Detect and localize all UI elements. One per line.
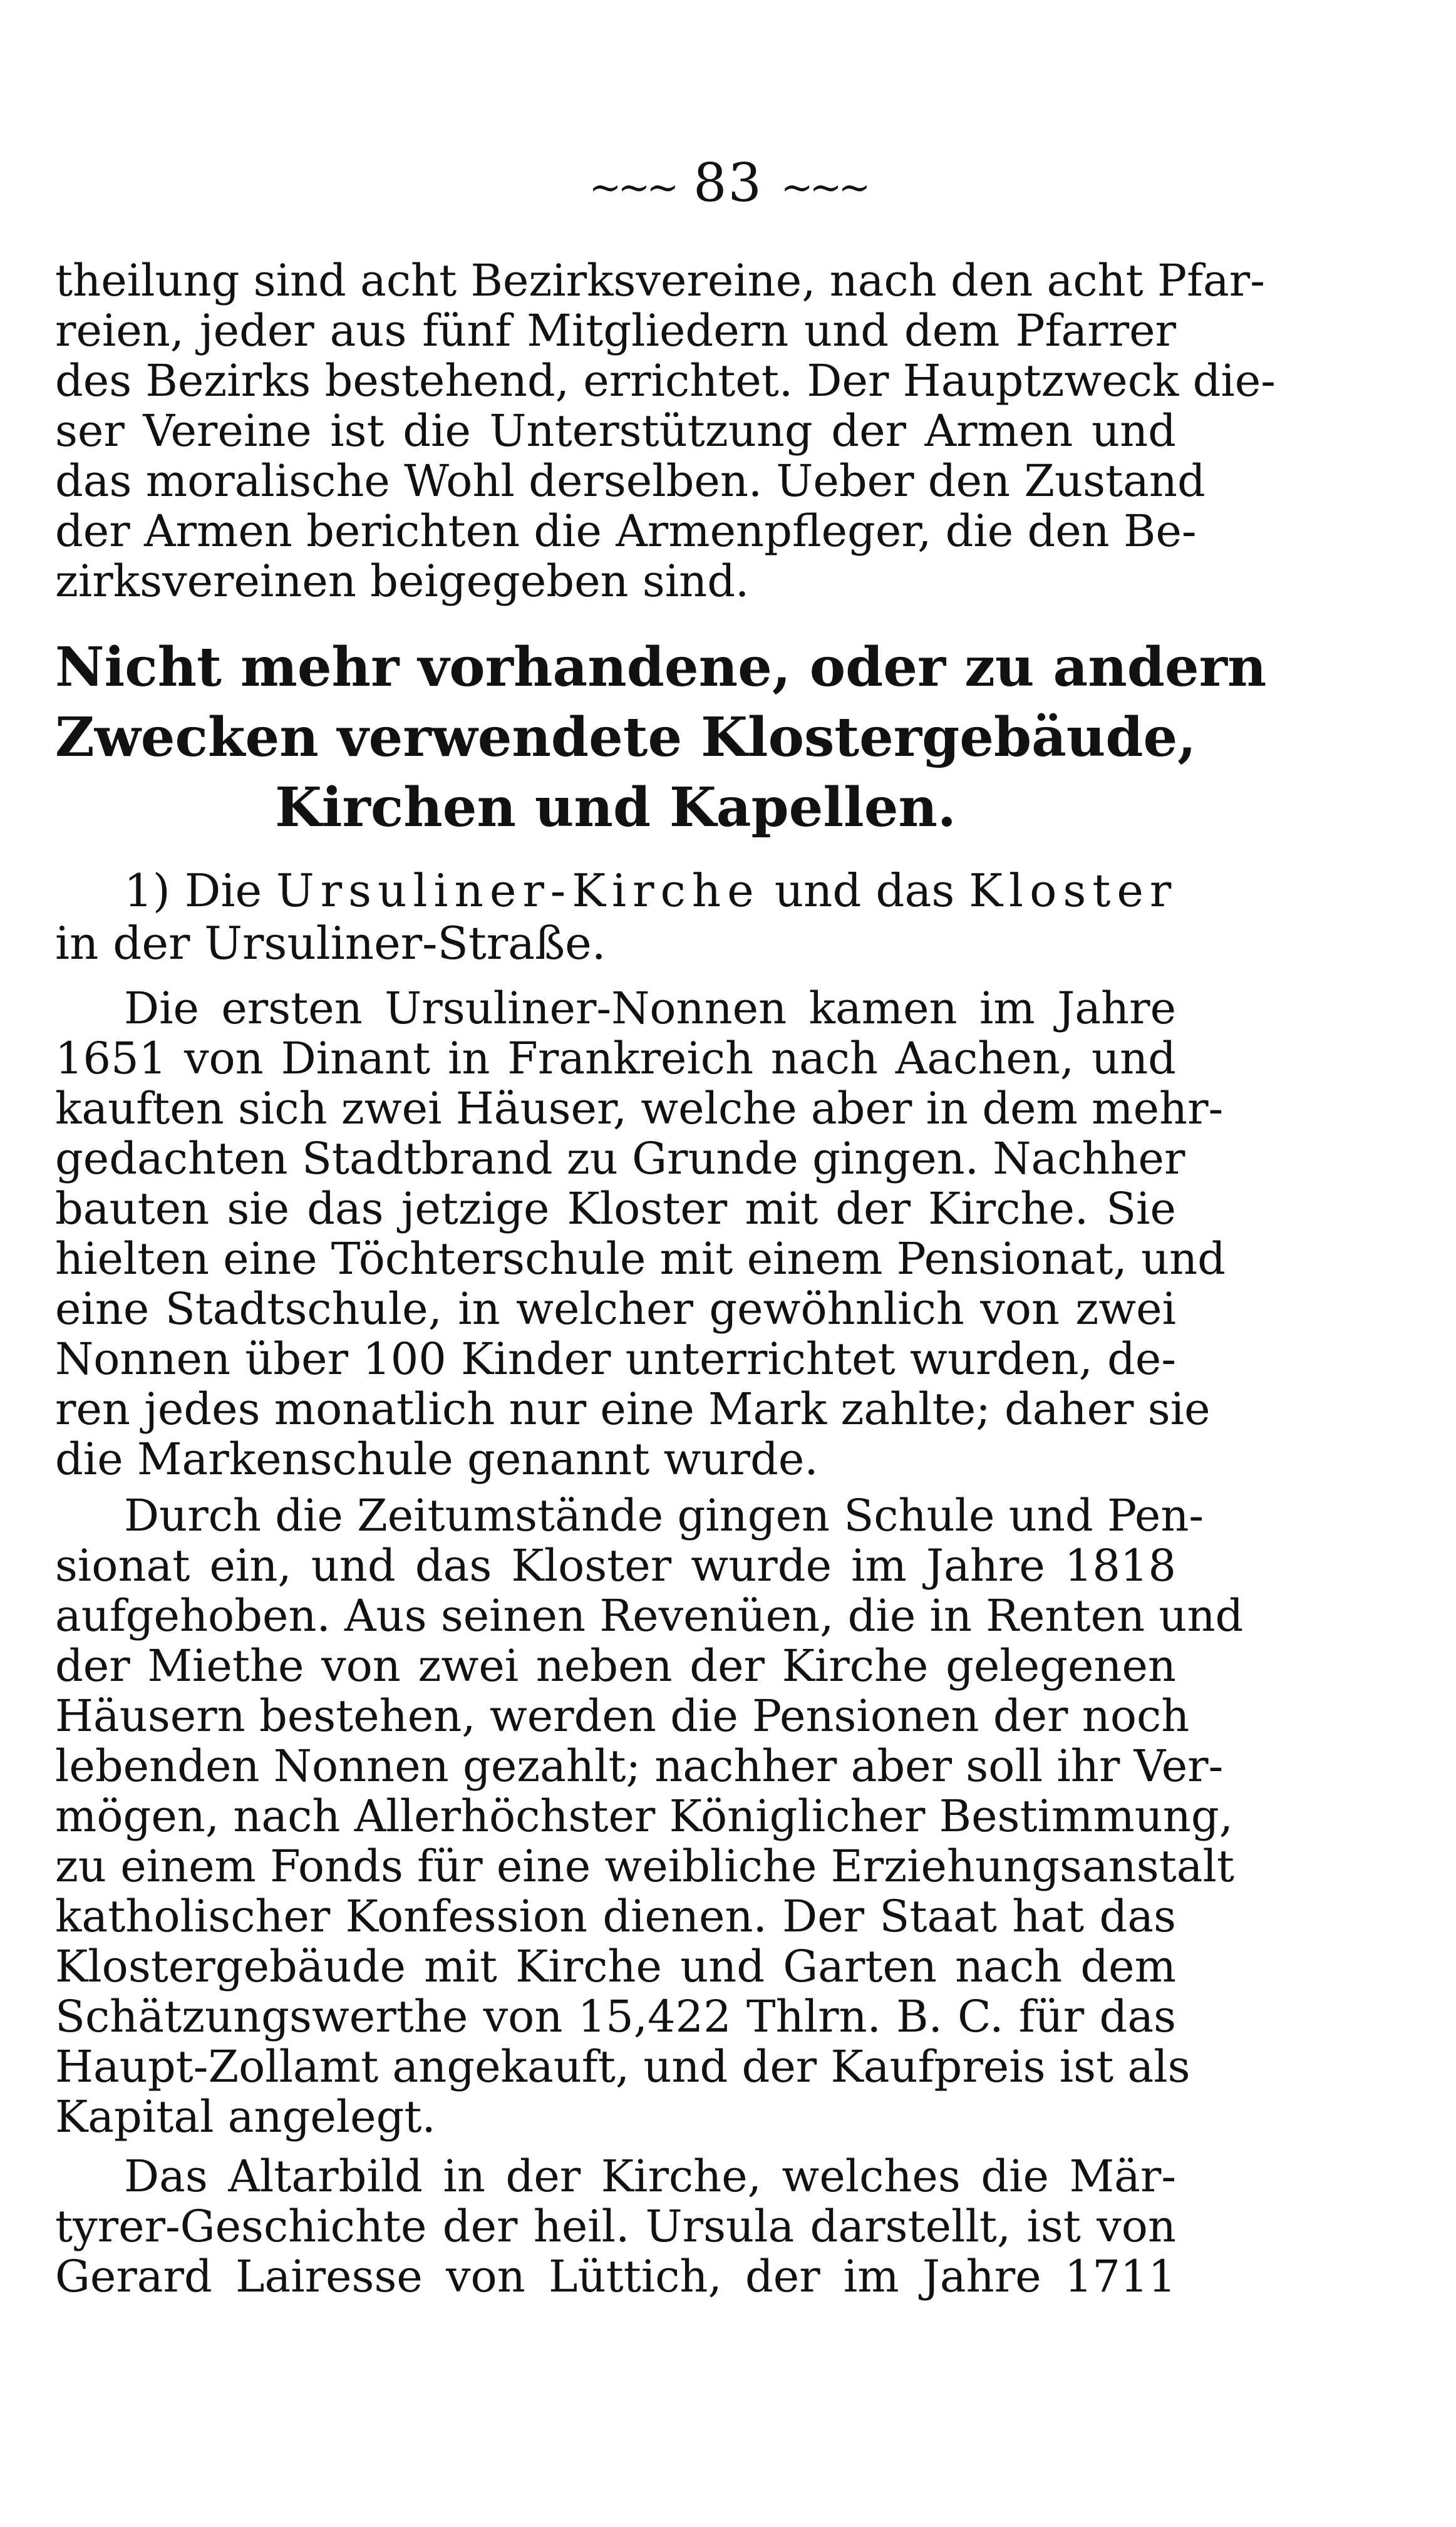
text-line: eine Stadtschule, in welcher gewöhnlich von zwei [55,1283,1176,1335]
text-line: der Miethe von zwei neben der Kirche gelegenen [55,1640,1176,1692]
text-line: hielten eine Töchterschule mit einem Pensionat, und [55,1233,1226,1284]
paragraph-3 [55,2151,1176,2302]
text-line: zirksvereinen beigegeben sind. [55,556,750,607]
text-line: reien, jeder aus fünf Mitgliedern und dem Pfarrer [55,305,1176,356]
intro-paragraph [55,255,1276,607]
text-line: ser Vereine ist die Unterstützung der Armen und [55,405,1176,457]
text-line: 1651 von Dinant in Frankreich nach Aachen, und [55,1033,1176,1084]
item-number-text: 1) Die [124,864,262,917]
text-line: Schätzungswerthe von 15,422 Thlrn. B. C. für das [55,1991,1176,2042]
subsection-title-line: in der Ursuliner-Straße. [55,917,606,969]
text-line: des Bezirks bestehend, errichtet. Der Hauptzweck die- [55,355,1276,406]
text-line: die Markenschule genannt wurde. [55,1434,818,1485]
text-line: der Armen berichten die Armenpfleger, die den Be- [55,505,1197,557]
text-line: aufgehoben. Aus seinen Revenüen, die in Renten und [55,1590,1244,1641]
text-line: Durch die Zeitumstände gingen Schule und Pen- [124,1490,1204,1541]
text-line: Das Altarbild in der Kirche, welches die Mär- [124,2151,1176,2202]
text-line: das moralische Wohl derselben. Ueber den Zustand [55,455,1206,507]
text-line: tyrer-Geschichte der heil. Ursula darstellt, ist von [55,2201,1176,2252]
heading-line: Kirchen und Kapellen. [275,776,956,839]
text-line: zu einem Fonds für eine weibliche Erziehungsanstalt [55,1841,1235,1892]
text-line: Klostergebäude mit Kirche und Garten nach dem [55,1941,1176,1992]
text-line: katholischer Konfession dienen. Der Staat hat das [55,1891,1176,1942]
text-line: Gerard Lairesse von Lüttich, der im Jahre 1711 [55,2251,1176,2302]
text-line: bauten sie das jetzige Kloster mit der Kirche. Sie [55,1183,1176,1234]
church-name-text: Ursuliner-Kirche [276,864,760,917]
text-line: Kapital angelegt. [55,2091,436,2142]
text-line: sionat ein, und das Kloster wurde im Jahre 1818 [55,1540,1176,1591]
text-line: Haupt-Zollamt angekauft, und der Kaufpreis ist als [55,2041,1190,2092]
text-line: gedachten Stadtbrand zu Grunde gingen. Nachher [55,1133,1185,1184]
right-ornament: ~~~ [780,164,867,210]
paragraph-2 [55,1490,1244,2142]
text-line: mögen, nach Allerhöchster Königlicher Bestimmung, [55,1791,1233,1842]
text-line: Die ersten Ursuliner-Nonnen kamen im Jahre [124,983,1176,1034]
paragraph-1 [55,983,1226,1485]
left-ornament: ~~~ [589,164,676,210]
conjunction-text: und das [774,864,955,917]
subsection-title [55,864,1176,969]
heading-line: Zwecken verwendete Klostergebäude, [55,706,1197,769]
text-line: ren jedes monatlich nur eine Mark zahlte; daher sie [55,1383,1211,1435]
text-line: Nonnen über 100 Kinder unterrichtet wurden, de- [55,1333,1176,1385]
text-line: Häusern bestehen, werden die Pensionen der noch [55,1690,1190,1742]
text-line: lebenden Nonnen gezahlt; nachher aber soll ihr Ver- [55,1740,1224,1792]
heading-line: Nicht mehr vorhandene, oder zu andern [55,636,1267,699]
subsection-title-line [55,864,1176,917]
text-line: theilung sind acht Bezirksvereine, nach den acht Pfar- [55,255,1265,306]
page-number-header [0,152,1456,214]
text-line: kauften sich zwei Häuser, welche aber in dem mehr- [55,1083,1224,1134]
page-number: 83 [693,152,763,214]
section-heading [55,633,1267,843]
cloister-text: Kloster [969,864,1178,917]
